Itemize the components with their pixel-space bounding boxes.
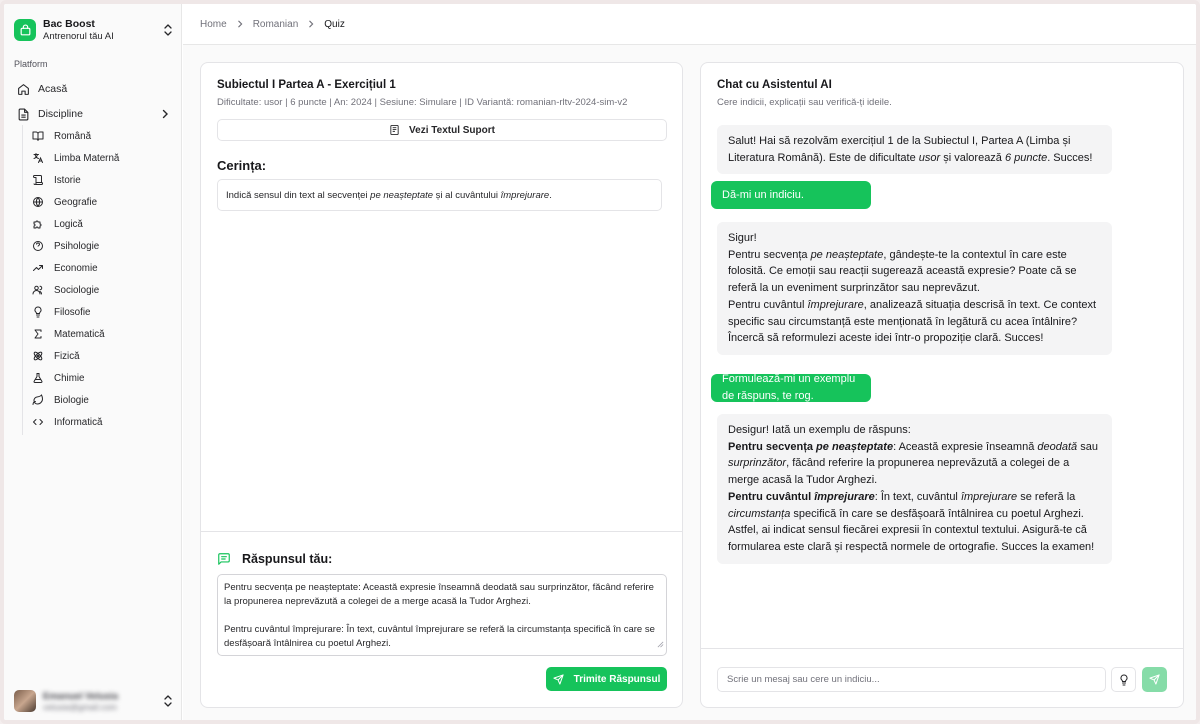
- sidebar-item-label: Economie: [54, 262, 98, 274]
- sidebar-item-filosofie[interactable]: [31, 301, 171, 323]
- scroll-icon: [31, 173, 45, 187]
- sidebar-item-label: Logică: [54, 218, 83, 230]
- sidebar-item-label: Istorie: [54, 174, 81, 186]
- chat-card: [700, 62, 1184, 708]
- atom-icon: [31, 349, 45, 363]
- user-name: Emanuel Velusia: [43, 690, 118, 702]
- code-icon: [31, 415, 45, 429]
- app-switcher[interactable]: [14, 14, 174, 46]
- answer-section: [201, 531, 682, 707]
- breadcrumb-current: Quiz: [324, 18, 345, 30]
- breadcrumb-home[interactable]: Home: [200, 18, 227, 30]
- answer-paragraph: Pentru cuvântul împrejurare: În text, cuvântul împrejurare se referă la circumstanța specifică în care se desfășoară întâlnirea cu poetul Arghezi.: [224, 624, 655, 649]
- sidebar-item-label: Filosofie: [54, 306, 91, 318]
- app-logo-icon: [14, 19, 36, 41]
- home-icon: [16, 82, 30, 96]
- languages-icon: [31, 151, 45, 165]
- send-icon: [1149, 674, 1160, 685]
- quiz-card: [200, 62, 683, 708]
- sidebar-item-economie[interactable]: [31, 257, 171, 279]
- answer-heading-label: Răspunsul tău:: [242, 552, 333, 566]
- sidebar-item-fizica[interactable]: [31, 345, 171, 367]
- trending-up-icon: [31, 261, 45, 275]
- answer-heading: [217, 552, 332, 566]
- chevron-right-icon: [236, 20, 244, 28]
- sidebar-item-biologie[interactable]: [31, 389, 171, 411]
- sidebar-item-romana[interactable]: [31, 125, 171, 147]
- app-subtitle: Antrenorul tău AI: [43, 30, 114, 42]
- assistant-message: Desigur! Iată un exemplu de răspuns: Pentru secvența pe neașteptate: Această expresie înseamnă deodată sau surprinzător, făcând referire la propunerea neprevăzută a colegei de a merge acasă la Tudor Arghezi. Pentru cuvântul împrejurare: În text, cuvântul împrejurare se referă la circumstanța specifică în care se desfășoară întâlnirea cu poetul Arghezi. Astfel, ai indicat sensul fiecărei expresii în contextul textului. Asigură-te că formularea este clară și respectă normele de ortografie. Succes la examen!: [717, 414, 1112, 564]
- globe-icon: [31, 195, 45, 209]
- hint-button[interactable]: [1111, 667, 1136, 692]
- chevrons-up-down-icon: [162, 693, 174, 709]
- sidebar-item-geografie[interactable]: [31, 191, 171, 213]
- flask-icon: [31, 371, 45, 385]
- submit-answer-label: Trimite Răspunsul: [573, 673, 661, 685]
- sidebar-item-disciplines[interactable]: [12, 103, 174, 125]
- chat-subtitle: Cere indicii, explicații sau verifică-ți ideile.: [717, 97, 892, 108]
- book-open-icon: [31, 129, 45, 143]
- user-message: Dă-mi un indiciu.: [711, 181, 871, 209]
- sidebar-section-label: Platform: [14, 59, 48, 69]
- leaf-icon: [31, 393, 45, 407]
- users-icon: [31, 283, 45, 297]
- user-message: Formulează-mi un exemplu de răspuns, te rog.: [711, 374, 871, 402]
- sidebar-item-label: Biologie: [54, 394, 89, 406]
- send-icon: [553, 674, 564, 685]
- sidebar-item-label: Sociologie: [54, 284, 100, 296]
- sidebar-item-home[interactable]: [12, 78, 174, 100]
- sidebar-item-label: Fizică: [54, 350, 80, 362]
- assistant-message: Sigur! Pentru secvența pe neașteptate, gândește-te la contextul în care este folosită. Ce emoții sau reacții sugerează această expresie? Poate că se referă la un eveniment surprinzător sau neprevăzut. Pentru cuvântul împrejurare, analizează situația descrisă în text. Ce context specific sau circumstanță este menționată în legătură cu acea întâlnire? Încercă să reformulezi aceste idei într-o propoziție clară. Succes!: [717, 222, 1112, 355]
- sidebar-item-label: Informatică: [54, 416, 103, 428]
- resize-handle-icon[interactable]: [657, 639, 664, 653]
- sidebar-item-label: Geografie: [54, 196, 98, 208]
- sidebar-item-limba-materna[interactable]: [31, 147, 171, 169]
- sidebar-item-logica[interactable]: [31, 213, 171, 235]
- sidebar-item-label: Psihologie: [54, 240, 100, 252]
- sidebar-item-label: Română: [54, 130, 92, 142]
- sigma-icon: [31, 327, 45, 341]
- breadcrumb-romanian[interactable]: Romanian: [252, 18, 299, 30]
- main-content: [183, 45, 1200, 720]
- sidebar: [4, 4, 182, 720]
- puzzle-icon: [31, 217, 45, 231]
- sidebar-item-sociologie[interactable]: [31, 279, 171, 301]
- disciplines-submenu: [22, 125, 174, 435]
- message-square-text-icon: [217, 552, 231, 566]
- notebook-icon: [389, 124, 400, 136]
- submit-answer-button[interactable]: [546, 667, 667, 691]
- answer-paragraph: Pentru secvența pe neașteptate: Această expresie înseamnă deodată sau surprinzător, făcând referire la propunerea neprevăzută a colegei de a merge acasă la Tudor Arghezi.: [224, 582, 654, 607]
- lightbulb-icon: [31, 305, 45, 319]
- sidebar-item-istorie[interactable]: [31, 169, 171, 191]
- assistant-message: Salut! Hai să rezolvăm exercițiul 1 de la Subiectul I, Partea A (Limba și Literatura Română). Este de dificultate usor și valorează 6 puncte. Succes!: [717, 125, 1112, 174]
- sidebar-item-matematica[interactable]: [31, 323, 171, 345]
- chat-input-bar: [701, 648, 1183, 707]
- sidebar-item-label: Acasă: [38, 83, 68, 95]
- chevron-right-icon: [307, 20, 315, 28]
- chevron-right-icon: [160, 109, 170, 119]
- user-menu[interactable]: [14, 687, 174, 715]
- exercise-meta: Dificultate: usor | 6 puncte | An: 2024 | Sesiune: Simulare | ID Variantă: romanian-rltv-2024-sim-v2: [217, 97, 628, 108]
- chat-message-input[interactable]: Scrie un mesaj sau cere un indiciu...: [717, 667, 1106, 692]
- breadcrumb: [183, 4, 1200, 45]
- view-support-text-label: Vezi Textul Suport: [409, 124, 495, 136]
- chevrons-up-down-icon: [162, 22, 174, 38]
- sidebar-item-label: Chimie: [54, 372, 85, 384]
- user-email: velusia@gmail.com: [43, 701, 117, 712]
- avatar: [14, 690, 36, 712]
- requirement-heading: Cerința:: [217, 158, 267, 173]
- file-text-icon: [16, 107, 30, 121]
- requirement-text: Indică sensul din text al secvenței pe neașteptate și al cuvântului împrejurare.: [217, 179, 662, 211]
- sidebar-item-psihologie[interactable]: [31, 235, 171, 257]
- sidebar-item-label: Discipline: [38, 108, 83, 120]
- app-title: Bac Boost: [43, 17, 95, 30]
- view-support-text-button[interactable]: [217, 119, 667, 141]
- brain-icon: [31, 239, 45, 253]
- sidebar-item-label: Limba Maternă: [54, 152, 120, 164]
- sidebar-item-label: Matematică: [54, 328, 105, 340]
- sidebar-item-informatica[interactable]: [31, 411, 171, 433]
- chat-title: Chat cu Asistentul AI: [717, 79, 832, 91]
- lightbulb-icon: [1118, 674, 1130, 686]
- exercise-title: Subiectul I Partea A - Exercițiul 1: [217, 79, 396, 91]
- send-message-button[interactable]: [1142, 667, 1167, 692]
- sidebar-item-chimie[interactable]: [31, 367, 171, 389]
- answer-textarea[interactable]: [217, 574, 667, 656]
